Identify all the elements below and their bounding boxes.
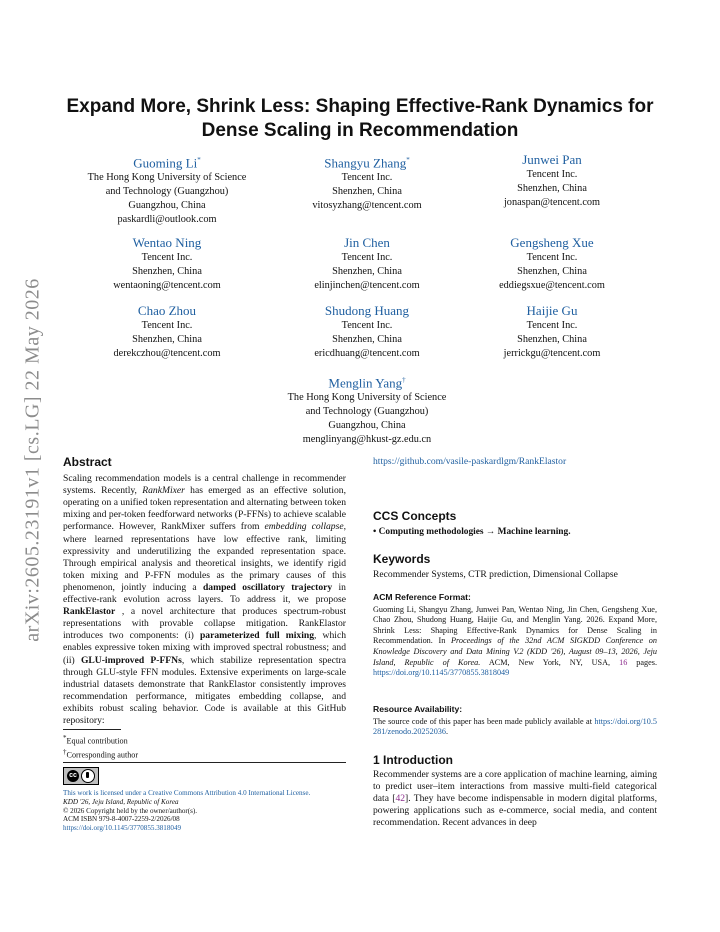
- author-affiliation-line: elinjinchen@tencent.com: [314, 280, 420, 291]
- footnote-equal-text: Equal contribution: [66, 736, 128, 746]
- author-name[interactable]: Guoming Li: [133, 155, 198, 171]
- intro-text: ]. They have become indispensable in modern digital platforms, powering applications such as e-commerce, social media, and content recommendation. Recent advances in deep: [373, 793, 657, 829]
- author-name[interactable]: Junwei Pan: [522, 152, 582, 167]
- author-card: [267, 372, 467, 447]
- license-block: [63, 762, 346, 833]
- reference-heading: ACM Reference Format:: [373, 592, 471, 602]
- author-name[interactable]: Menglin Yang: [328, 375, 403, 391]
- author-card: [67, 303, 267, 361]
- author-affiliation-line: Tencent Inc.: [526, 252, 578, 263]
- author-name-line: [267, 372, 467, 391]
- title-line-2: Dense Scaling in Recommendation: [201, 120, 519, 141]
- acm-reference: [373, 592, 657, 679]
- author-affiliation-line: Tencent Inc.: [141, 252, 193, 263]
- ccs-section: [373, 510, 657, 538]
- author-name-line: [267, 235, 467, 251]
- by-icon: [81, 769, 95, 783]
- author-affiliation-line: Tencent Inc.: [341, 320, 393, 331]
- author-name-line: [267, 303, 467, 319]
- author-card: [67, 152, 267, 227]
- author-affiliation-line: wentaoning@tencent.com: [113, 280, 221, 291]
- author-card: [452, 303, 652, 361]
- author-name[interactable]: Jin Chen: [344, 235, 390, 250]
- keywords-text: Recommender Systems, CTR prediction, Dimensional Collapse: [373, 569, 618, 581]
- author-name-line: [267, 152, 467, 171]
- author-affiliation-line: jonaspan@tencent.com: [503, 197, 601, 208]
- abstract-text: embedding collapse: [264, 521, 344, 533]
- author-affiliation-line: Tencent Inc.: [526, 169, 578, 180]
- abstract-text: Scaling recommendation models is a central challenge in recommender systems. Recently,: [63, 473, 346, 497]
- footnote-corresponding-text: Corresponding author: [66, 751, 139, 761]
- license-rule: [63, 762, 346, 763]
- abstract-text: has emerged as an effective solution, operating on a unified token representation and alternating between token mixing and per-token feedforward networks (P-FFNs) to achieve scalable performance. However, RankMixer suffers from: [63, 485, 347, 533]
- cc-icon: cc: [67, 770, 79, 782]
- reference-body: pages.: [627, 657, 657, 667]
- license-venue: KDD '26, Jeju Island, Republic of Korea: [63, 797, 179, 806]
- abstract-text: RankMixer: [142, 485, 185, 497]
- reference-proceedings: Proceedings of the 32nd ACM SIGKDD Conference on Knowledge Discovery and Data Mining V.2 (KDD '26), August 09–13, 2026, Jeju Island, Republic of Korea.: [373, 636, 657, 667]
- title-line-1: Expand More, Shrink Less: Shaping Effective-Rank Dynamics for: [66, 96, 654, 117]
- author-affiliation-line: Guangzhou, China: [128, 200, 206, 212]
- intro-text: Recommender systems are a core application of machine learning, aiming to predict user–item interactions from massive multi-field categorical data [: [373, 769, 657, 805]
- resource-availability: [373, 704, 657, 738]
- abstract-text: , which enables expressive token mixing with improved spectral robustness; and (ii): [63, 630, 346, 666]
- reference-body: ACM, New York, NY, USA,: [480, 657, 620, 667]
- license-isbn: ACM ISBN 979-8-4007-2259-2/2026/08: [63, 815, 180, 824]
- author-card: [267, 303, 467, 361]
- zenodo-link[interactable]: https://doi.org/10.5281/zenodo.20252036: [373, 716, 657, 737]
- author-affiliation-line: and Technology (Guangzhou): [105, 186, 229, 198]
- introduction-section: [373, 754, 657, 830]
- keywords-section: [373, 553, 657, 581]
- author-affiliation-line: Shenzhen, China: [332, 186, 402, 198]
- license-link[interactable]: This work is licensed under a Creative Commons Attribution 4.0 International License.: [63, 789, 311, 797]
- author-affiliation-line: paskardli@outlook.com: [117, 214, 217, 226]
- author-affiliation-line: Tencent Inc.: [141, 320, 193, 331]
- author-affiliation-line: Tencent Inc.: [341, 172, 393, 184]
- paper-title: [40, 95, 680, 143]
- footnote-rule: [63, 729, 121, 730]
- intro-heading: 1 Introduction: [373, 753, 453, 767]
- abstract-text: , which stabilize representation spectra through GLU-style FFN modules. Extensive experiments on large-scale industrial datasets demonstrate that RankElastor consistently improves recommendation performance, mitigates embedding collapse, and exhibits robust scaling behavior. Code is available at this GitHub repository:: [63, 654, 346, 726]
- footnote-corresponding: †Corresponding author: [63, 748, 139, 761]
- abstract-body: [63, 473, 346, 727]
- cc-by-badge[interactable]: [63, 767, 99, 785]
- author-affiliation-line: jerrickgu@tencent.com: [503, 348, 601, 359]
- author-card: [267, 235, 467, 293]
- reference-pages[interactable]: 16: [619, 657, 628, 667]
- author-affiliation-line: eddiegsxue@tencent.com: [499, 280, 605, 291]
- author-name[interactable]: Wentao Ning: [132, 235, 202, 250]
- abstract-heading: Abstract: [63, 455, 112, 469]
- author-name[interactable]: Chao Zhou: [137, 303, 197, 318]
- intro-body: [373, 769, 657, 829]
- author-name-line: [67, 303, 267, 319]
- author-affiliation-line: Shenzhen, China: [517, 183, 587, 194]
- author-card: [452, 235, 652, 293]
- author-mark: *: [406, 156, 410, 164]
- abstract-text: , a novel architecture that produces spectrum-robust representations with provable collapse mitigation. RankElastor introduces two components: (i): [63, 606, 346, 642]
- author-name-line: [452, 303, 652, 319]
- author-name[interactable]: Gengsheng Xue: [510, 235, 594, 250]
- citation-link[interactable]: 42: [395, 793, 406, 805]
- resource-body: The source code of this paper has been made publicly available at: [373, 716, 595, 726]
- author-card: [67, 235, 267, 293]
- resource-text: [373, 717, 657, 738]
- resource-end: .: [446, 727, 449, 737]
- footnote-equal: *Equal contribution: [63, 734, 128, 746]
- author-affiliation-line: Guangzhou, China: [328, 420, 406, 432]
- ccs-heading: CCS Concepts: [373, 509, 457, 523]
- author-name-line: [452, 235, 652, 251]
- author-name[interactable]: Haijie Gu: [526, 303, 578, 318]
- author-affiliation-line: Shenzhen, China: [132, 334, 202, 345]
- author-name[interactable]: Shangyu Zhang: [324, 155, 407, 171]
- reference-doi-link[interactable]: https://doi.org/10.1145/3770855.3818049: [373, 668, 510, 678]
- license-copyright: © 2026 Copyright held by the owner/author(s).: [63, 806, 198, 815]
- author-affiliation-line: derekczhou@tencent.com: [113, 348, 221, 359]
- author-affiliation-line: Shenzhen, China: [517, 334, 587, 345]
- github-link[interactable]: https://github.com/vasile-paskardlgm/RankElastor: [373, 456, 567, 467]
- reference-text: [373, 605, 657, 679]
- abstract-continued: [373, 456, 657, 468]
- author-affiliation-line: The Hong Kong University of Science: [87, 172, 247, 184]
- arxiv-id-text: arXiv:2605.23191v1 [cs.LG] 22 May 2026: [21, 278, 44, 642]
- author-name[interactable]: Shudong Huang: [324, 303, 410, 318]
- ccs-text: • Computing methodologies → Machine learning.: [373, 527, 571, 538]
- abstract-url-line: [373, 456, 657, 468]
- author-name-line: [67, 235, 267, 251]
- abstract-text: parameterized full mixing: [199, 630, 315, 642]
- author-card: [267, 152, 467, 213]
- author-affiliation-line: Tencent Inc.: [526, 320, 578, 331]
- abstract-text: damped oscillatory trajectory: [202, 581, 333, 593]
- reference-body: Guoming Li, Shangyu Zhang, Junwei Pan, Wentao Ning, Jin Chen, Gengsheng Xue, Chao Zhou, Shudong Huang, Haijie Gu, and Menglin Yang. 2026. Expand More, Shrink Less: Shaping Effective-Rank Dynamics for Dense Scaling in Recommendation. In: [373, 604, 657, 646]
- author-affiliation-line: menglinyang@hkust-gz.edu.cn: [302, 434, 432, 446]
- abstract-text: in effective-rank evolution across layers. To address it, we propose: [63, 581, 346, 606]
- abstract-section: [63, 456, 346, 727]
- author-name-line: [452, 152, 652, 168]
- keywords-heading: Keywords: [373, 552, 431, 566]
- author-affiliation-line: Shenzhen, China: [332, 334, 402, 345]
- abstract-text: RankElastor: [63, 606, 116, 618]
- author-mark: †: [402, 376, 406, 384]
- author-affiliation-line: Shenzhen, China: [132, 266, 202, 277]
- footnotes: [63, 729, 346, 762]
- author-card: [452, 152, 652, 210]
- author-affiliation-line: Shenzhen, China: [332, 266, 402, 277]
- abstract-text: , where learned representations have low effective rank, limiting expressivity and underutilizing the expanded representation space. Through empirical analysis and theoretical insights, we identify rigid token mixing and P-FFN modules as the primary causes of this phenomenon, jointly inducing a: [63, 521, 346, 593]
- license-doi[interactable]: https://doi.org/10.1145/3770855.3818049: [63, 824, 182, 833]
- arxiv-identifier: [12, 260, 54, 660]
- author-name-line: [67, 152, 267, 171]
- author-affiliation-line: The Hong Kong University of Science: [287, 392, 447, 404]
- author-affiliation-line: ericdhuang@tencent.com: [314, 348, 420, 359]
- author-affiliation-line: and Technology (Guangzhou): [305, 406, 429, 418]
- author-mark: *: [197, 156, 201, 164]
- author-affiliation-line: Tencent Inc.: [341, 252, 393, 263]
- resource-heading: Resource Availability:: [373, 704, 463, 714]
- author-affiliation-line: vitosyzhang@tencent.com: [312, 200, 422, 212]
- author-affiliation-line: Shenzhen, China: [517, 266, 587, 277]
- abstract-text: GLU-improved P-FFNs: [80, 654, 182, 666]
